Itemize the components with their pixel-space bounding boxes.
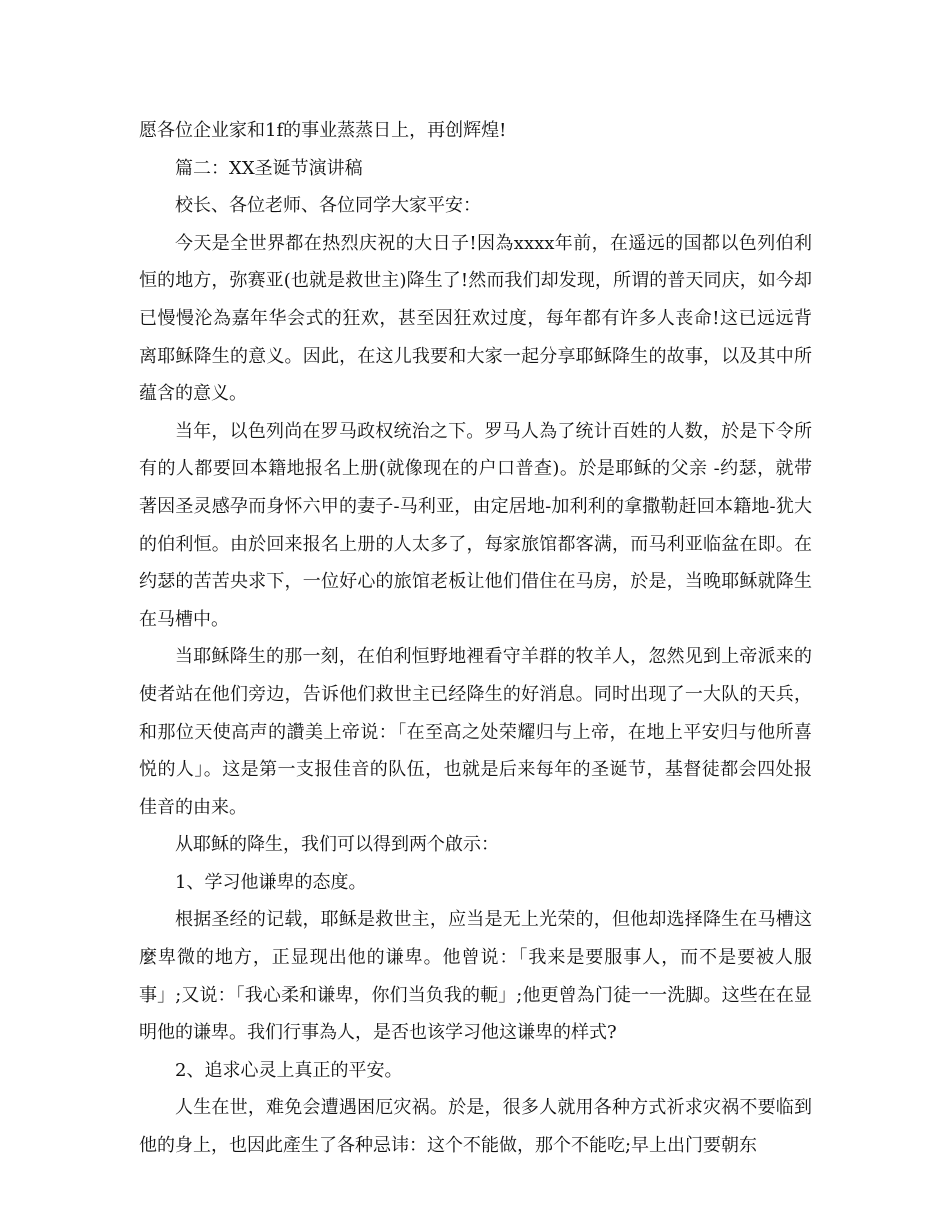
list-point-heading: 2、追求心灵上真正的平安。 <box>175 1059 403 1081</box>
list-point-heading: 1、学习他谦卑的态度。 <box>175 871 367 893</box>
body-paragraph: 当耶稣降生的那一刻，在伯利恒野地裡看守羊群的牧羊人，忽然见到上帝派来的使者站在他们旁边，告诉他们救世主已经降生的好消息。同时出现了一大队的天兵，和那位天使高声的讚美上帝说：「在至高之处荣耀归与上帝，在地上平安归与他所喜悦的人」。这是第一支报佳音的队伍，也就是后来每年的圣诞节，基督徒都会四处报佳音的由来。 <box>139 646 812 818</box>
section-heading: 篇二：XX圣诞节演讲稿 <box>175 157 363 179</box>
body-paragraph: 根据圣经的记载，耶稣是救世主，应当是无上光荣的，但他却选择降生在马槽这麼卑微的地方，正显现出他的谦卑。他曾说：「我来是要服事人，而不是要被人服事」;又说：「我心柔和谦卑，你们当负我的軛」;他更曾為门徒一一洗脚。这些在在显明他的谦卑。我们行事為人，是否也该学习他这谦卑的样式? <box>139 909 812 1044</box>
body-paragraph: 今天是全世界都在热烈庆祝的大日子!因為xxxx年前，在遥远的国都以色列伯利恒的地方，弥赛亚(也就是救世主)降生了!然而我们却发现，所谓的普天同庆，如今却已慢慢沦為嘉年华会式的狂欢，甚至因狂欢过度，每年都有许多人丧命!这已远远背离耶稣降生的意义。因此，在这儿我要和大家一起分享耶稣降生的故事，以及其中所蕴含的意义。 <box>139 232 812 405</box>
body-paragraph: 人生在世，难免会遭遇困厄灾祸。於是，很多人就用各种方式祈求灾祸不要临到他的身上，也因此產生了各种忌讳：这个不能做，那个不能吃;早上出门要朝东 <box>139 1097 812 1157</box>
body-paragraph: 当年，以色列尚在罗马政权统治之下。罗马人為了统计百姓的人数，於是下令所有的人都要回本籍地报名上册(就像现在的户口普查)。於是耶稣的父亲 -约瑟，就带著因圣灵感孕而身怀六甲的妻子-马利亚，由定居地-加利利的拿撒勒赶回本籍地-犹大的伯利恒。由於回来报名上册的人太多了，每家旅馆都客满，而马利亚临盆在即。在约瑟的苦苦央求下，一位好心的旅馆老板让他们借住在马房，於是，当晚耶稣就降生在马槽中。 <box>139 420 812 630</box>
body-paragraph: 从耶稣的降生，我们可以得到两个啟示： <box>175 834 499 856</box>
salutation-paragraph: 校长、各位老师、各位同学大家平安： <box>175 195 481 217</box>
document-body <box>139 112 812 1165</box>
closing-wish-paragraph: 愿各位企业家和1f的事业蒸蒸日上，再创辉煌! <box>139 120 507 141</box>
